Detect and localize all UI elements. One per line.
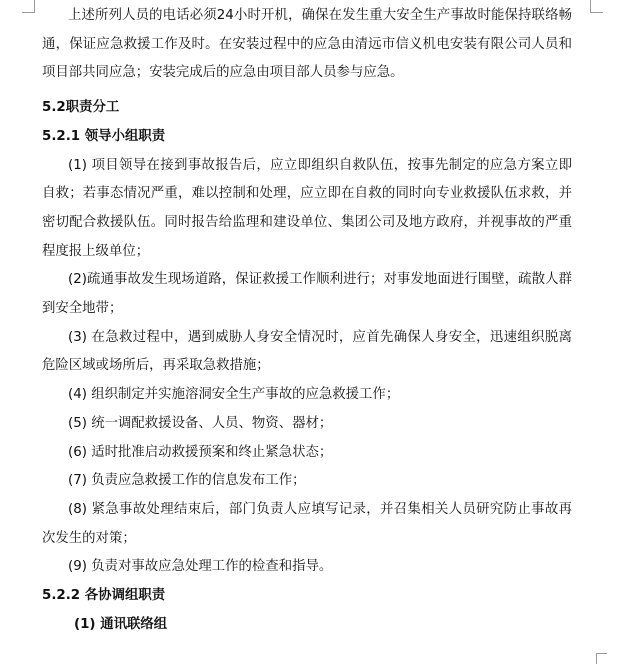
page-corner-mark-bottom xyxy=(596,653,607,664)
intro-paragraph: 上述所列人员的电话必须24小时开机，确保在发生重大安全生产事故时能保持联络畅通，保证应急救援工作及时。在安装过程中的应急由清远市信义机电安装有限公司人员和项目部共同应急；安装完成后的应急由项目部人员参与应急。 xyxy=(42,8,572,81)
duty-item-7: (7) 负责应急救援工作的信息发布工作； xyxy=(68,473,306,489)
duty-item-6: (6) 适时批准启动救援预案和终止紧急状态； xyxy=(68,444,333,460)
subsection-heading-communication: (1) 通讯联络组 xyxy=(74,616,168,632)
page-corner-mark-left xyxy=(22,0,35,13)
duty-item-5: (5) 统一调配救援设备、人员、物资、器材； xyxy=(68,415,333,431)
duty-item-9: (9) 负责对事故应急处理工作的检查和指导。 xyxy=(68,559,333,575)
section-heading-5-2: 5.2职责分工 xyxy=(42,100,120,116)
page-corner-mark-right xyxy=(590,0,603,13)
duty-item-3: (3) 在急救过程中，遇到威胁人身安全情况时，应首先确保人身安全，迅速组织脱离危险区域或场所后，再采取急救措施； xyxy=(42,329,572,374)
duty-item-1: (1) 项目领导在接到事故报告后，应立即组织自救队伍，按事先制定的应急方案立即自救；若事态情况严重，难以控制和处理，应立即在自救的同时向专业救援队伍求救，并密切配合救援队伍。同时报告给监理和建设单位、集团公司及地方政府，并视事故的严重程度报上级单位； xyxy=(42,157,572,259)
section-heading-5-2-2: 5.2.2 各协调组职责 xyxy=(42,588,166,604)
duty-item-8: (8) 紧急事故处理结束后，部门负责人应填写记录，并召集相关人员研究防止事故再次发生的对策； xyxy=(42,501,572,546)
section-heading-5-2-1: 5.2.1 领导小组职责 xyxy=(42,128,166,144)
duty-item-2: (2)疏通事故发生现场道路，保证救援工作顺利进行；对事发地面进行围壁，疏散人群到安全地带； xyxy=(42,272,572,317)
document-body xyxy=(42,2,572,639)
duty-item-4: (4) 组织制定并实施溶洞安全生产事故的应急救援工作； xyxy=(68,387,400,403)
